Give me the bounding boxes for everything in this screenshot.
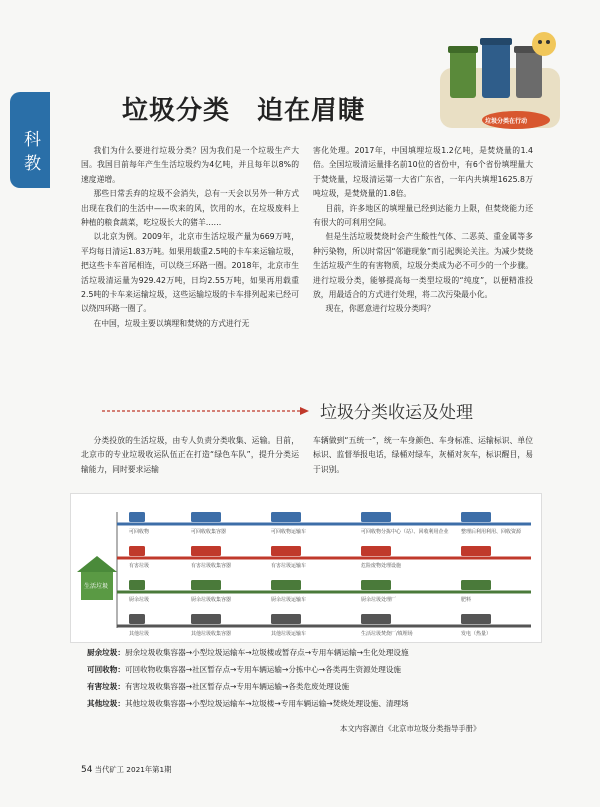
flow-stage-icon: [191, 512, 221, 522]
paragraph: 那些日常丢弃的垃圾不会消失，总有一天会以另外一种方式出现在我们的生活中——吹来的风，饮用的水，在垃圾废料上种植的粮食蔬菜，吃垃圾长大的猪羊……: [81, 189, 299, 228]
paragraph: 但是生活垃圾焚烧时会产生酸性气体、二恶英、重金属等多种污染物，所以时常因“邻避现象”而引起舆论关注。为减少焚烧生活垃圾产生的有害物质，垃圾分类成为必不可少的一个步骤。进行垃圾分类，能够提高每一类型垃圾的“纯度”，以便精准投放，用最适合的方式进行处理，将二次污染最小化。: [313, 232, 533, 300]
dashed-arrow-icon: [102, 406, 310, 416]
paragraph: 分类投放的生活垃圾，由专人负责分类收集、运输。目前，北京市的专业垃圾收运队伍正在打造“绿色车队”，提升分类运输能力，同时要求运输: [81, 436, 299, 474]
route-hazardous: [87, 681, 349, 692]
flow-stage-icon: [129, 614, 145, 624]
route-recyclable: [87, 664, 401, 675]
issue: 2021年第1期: [126, 765, 172, 774]
page-title: 垃圾分类 迫在眉睫: [122, 96, 366, 126]
logo-label: 垃圾分类在行动: [485, 118, 528, 125]
flow-stage-label: 厨余垃圾: [129, 597, 150, 603]
flow-stage-icon: [129, 580, 145, 590]
flow-stage-icon: [271, 614, 301, 624]
house-label: 生活垃圾: [84, 583, 109, 590]
flow-stage-icon: [461, 614, 491, 624]
flow-stage-label: 厨余垃圾处理厂: [361, 597, 397, 603]
section-title: 垃圾分类收运及处理: [320, 403, 473, 423]
paragraph: 车辆做到“五统一”，统一车身颜色、车身标准、运输标识、单位标识、监督举报电话，绿桶对绿车，灰桶对灰车，标识醒目，易于识别。: [313, 436, 533, 474]
flow-stage-icon: [191, 580, 221, 590]
route-label: 其他垃圾：: [87, 699, 125, 708]
flow-stage-icon: [271, 512, 301, 522]
flow-stage-icon: [191, 546, 221, 556]
flow-stage-label: 可回收物分拣中心（站）、回收利用企业: [361, 529, 449, 535]
paragraph: 现在，你愿意进行垃圾分类吗？: [325, 304, 435, 314]
section-tab-label: 科教: [24, 130, 41, 174]
flow-stage-label: 肥料: [461, 597, 472, 603]
route-label: 厨余垃圾：: [87, 648, 125, 657]
flow-stage-icon: [271, 580, 301, 590]
sorting-flow-diagram: [70, 493, 542, 643]
paragraph: 以北京为例。2009年，北京市生活垃圾产量为669万吨，平均每日清运1.83万吨。如果用载重2.5吨的卡车来运输垃圾，把这些卡车首尾相连，可以绕三环路一圈。2018年，北京市生活垃圾清运量为929.42万吨，日均2.55万吨，如果再用载重2.5吨的卡车来运输垃圾，这些运输垃圾的卡车排列起来已经可以绕四环路一圈了。: [81, 232, 299, 314]
house-icon: [77, 556, 117, 600]
route-text: 厨余垃圾收集容器→小型垃圾运输车→垃圾楼或暂存点→专用车辆运输→生化处理设施: [124, 648, 409, 657]
flow-stage-icon: [461, 512, 491, 522]
flow-stage-label: 可回收收集容器: [191, 529, 227, 535]
flow-stage-label: 发电（热量）: [461, 631, 492, 637]
right-column: [313, 144, 533, 317]
route-label: 有害垃圾：: [87, 682, 125, 691]
section-left-column: [81, 434, 299, 477]
flow-chart: [71, 494, 541, 642]
flow-stage-label: 可回收物: [129, 529, 150, 535]
page-number: 54: [81, 765, 93, 775]
flow-stage-label: 整理后利用利用、回收资源: [461, 529, 522, 535]
source-note: 本文内容源自《北京市垃圾分类指导手册》: [340, 724, 481, 733]
flow-stage-icon: [461, 580, 491, 590]
flow-stage-label: 生活垃圾焚烧厂/填埋场: [361, 631, 413, 637]
journal-name: 当代矿工: [94, 765, 124, 774]
route-text: 可回收物收集容器→社区暂存点→专用车辆运输→分拣中心→各类再生资源处理设施: [124, 665, 402, 674]
section-right-column: [313, 434, 533, 477]
flow-stage-icon: [361, 580, 391, 590]
route-other: [87, 698, 409, 709]
flow-stage-label: 有害垃圾运输车: [271, 563, 307, 569]
paragraph: 我们为什么要进行垃圾分类？因为我们是一个垃圾生产大国。我国目前每年产生生活垃圾约为4亿吨，并且每年以8%的速度递增。: [81, 146, 299, 184]
flow-stage-icon: [461, 546, 491, 556]
flow-stage-label: 其他垃圾收集容器: [191, 631, 232, 637]
page-footer: [81, 765, 171, 775]
paragraph: 害化处理。2017年，中国填埋垃圾1.2亿吨，是焚烧量的1.4倍。全国垃圾清运量排名前10位的省份中，有6个省份填埋量大于焚烧量，垃圾清运第一大省广东省，一年内共填埋1625.8万吨垃圾，是焚烧量的1.8倍。: [313, 146, 533, 199]
flow-stage-icon: [129, 512, 145, 522]
flow-stage-icon: [271, 546, 301, 556]
paragraph: 目前，许多地区的填埋量已经到达能力上限，但焚烧能力还有很大的可利用空间。: [313, 203, 533, 228]
flow-stage-label: 厨余垃圾收集容器: [191, 597, 232, 603]
flow-stage-label: 危险废物处理设施: [361, 563, 402, 569]
flow-stage-label: 可回收物运输车: [271, 529, 307, 535]
left-column: [81, 144, 299, 331]
route-label: 可回收物：: [87, 665, 125, 674]
flow-stage-label: 其他垃圾运输车: [271, 631, 307, 637]
flow-stage-label: 其他垃圾: [129, 631, 150, 637]
flow-stage-icon: [361, 546, 391, 556]
route-text: 有害垃圾收集容器→社区暂存点→专用车辆运输→各类危废处理设施: [124, 682, 350, 691]
route-text: 其他垃圾收集容器→小型垃圾运输车→垃圾楼→专用车辆运输→焚烧处理设施、清理场: [124, 699, 409, 708]
flow-stage-icon: [361, 614, 391, 624]
paragraph: 在中国，垃圾主要以填埋和焚烧的方式进行无: [93, 318, 250, 328]
flow-stage-icon: [191, 614, 221, 624]
flow-stage-label: 有害垃圾: [129, 563, 150, 569]
flow-stage-icon: [129, 546, 145, 556]
route-food: [87, 647, 409, 658]
flow-stage-icon: [361, 512, 391, 522]
flow-stage-label: 厨余垃圾运输车: [271, 597, 307, 603]
flow-stage-label: 有害垃圾收集容器: [191, 563, 232, 569]
